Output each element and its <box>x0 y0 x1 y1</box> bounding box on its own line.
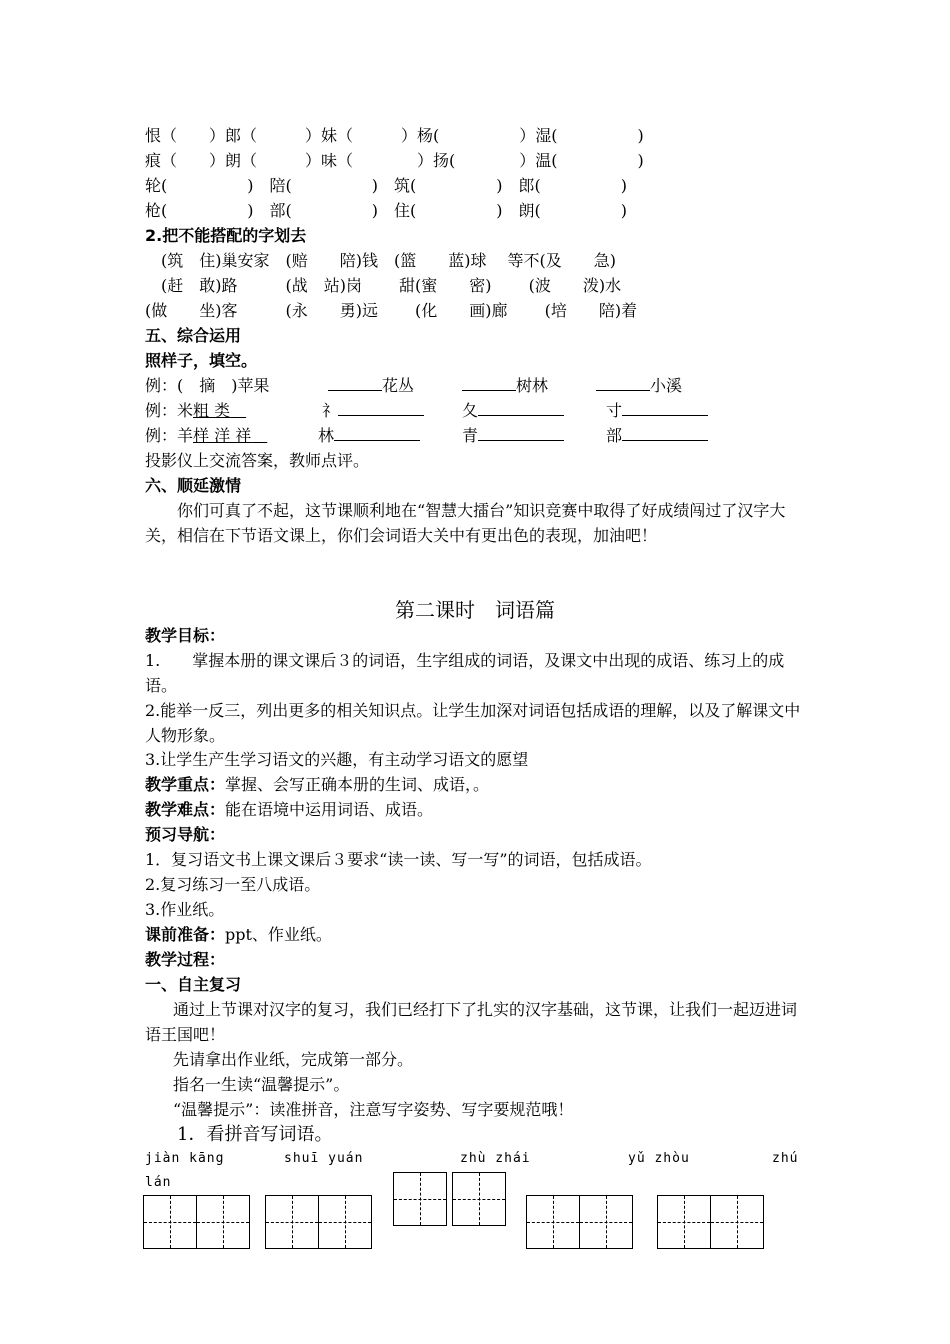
example3-label: 例：羊样 洋 祥 <box>145 426 252 445</box>
process-title: 教学过程： <box>145 950 226 969</box>
example1-item-3: 小溪 <box>596 374 682 398</box>
key-point: 教学重点：掌握、会写正确本册的生词、成语，。 <box>145 775 490 794</box>
section5-subtitle: 照样子，填空。 <box>145 351 258 370</box>
grid-cell[interactable] <box>393 1172 447 1226</box>
q2-row-2: (赶 敢)路 (战 站)岗 甜(蜜 密) (波 泼)水 <box>145 276 622 295</box>
section1-line-3: 指名一生读“温馨提示”。 <box>173 1075 350 1094</box>
section1-paragraph: 通过上节课对汉字的复习，我们已经打下了扎实的汉字基础，这节课，让我们一起迈进词语王国吧！ <box>145 1000 798 1044</box>
section5-title: 五、综合运用 <box>145 326 242 345</box>
grid-cell[interactable] <box>452 1172 506 1226</box>
lesson-title: 第二课时 词语篇 <box>395 598 555 622</box>
preview-2: 2.复习练习一至八成语。 <box>145 875 321 894</box>
q2-row-3: (做 坐)客 (永 勇)远 (化 画)廊 (培 陪)着 <box>145 301 638 320</box>
example3-item-3: 部 <box>606 424 708 448</box>
goal-1: 1. 掌握本册的课文课后３的词语，生字组成的词语，及课文中出现的成语、练习上的成语。 <box>145 651 785 695</box>
writing-grid-2[interactable] <box>265 1195 371 1249</box>
example2-item-1: 礻 <box>322 399 424 423</box>
projector-note: 投影仪上交流答案，教师点评。 <box>145 451 370 470</box>
goals-title: 教学目标： <box>145 626 226 645</box>
goal-2: 2.能举一反三，列出更多的相关知识点。让学生加深对词语包括成语的理解，以及了解课文中人物形象。 <box>145 701 801 745</box>
grid-cell[interactable] <box>526 1195 580 1249</box>
section6-paragraph: 你们可真了不起，这节课顺利地在“智慧大擂台”知识竞赛中取得了好成绩闯过了汉字大关，相信在下节语文课上，你们会词语大关中有更出色的表现，加油吧！ <box>145 501 786 545</box>
example1-item-2: 树林 <box>462 374 548 398</box>
writing-grid-1[interactable] <box>143 1195 249 1249</box>
example3-item-2: 青 <box>462 424 564 448</box>
grid-cell[interactable] <box>143 1195 197 1249</box>
preview-1: 1．复习语文书上课文课后３要求“读一读、写一写”的词语，包括成语。 <box>145 850 652 869</box>
pinyin-3: zhù zhái <box>460 1151 531 1166</box>
pinyin-6: lán <box>145 1175 172 1190</box>
writing-grid-4[interactable] <box>526 1195 632 1249</box>
writing-grid-3[interactable] <box>393 1172 505 1226</box>
section6-title: 六、顺延激情 <box>145 476 242 495</box>
example2-item-3: 寸 <box>606 399 708 423</box>
example1-label: 例：( 摘 )苹果 <box>145 376 270 395</box>
grid-cell[interactable] <box>579 1195 633 1249</box>
example3-item-1: 林 <box>318 424 420 448</box>
pinyin-2: shuī yuán <box>284 1151 364 1166</box>
grid-cell[interactable] <box>318 1195 372 1249</box>
example3-answer: 样 洋 祥 <box>193 426 252 445</box>
preparation: 课前准备：ppt、作业纸。 <box>145 925 332 944</box>
example2-item-2: 夂 <box>462 399 564 423</box>
char-row-2: 痕（ ）朗（ ）味（ ）扬( ）温( ) <box>145 151 644 170</box>
section1-title: 一、自主复习 <box>145 975 242 994</box>
preview-title: 预习导航： <box>145 825 226 844</box>
pinyin-4: yǔ zhòu <box>628 1151 690 1166</box>
pinyin-1: jiàn kāng <box>145 1151 225 1166</box>
char-row-1: 恨（ ）郎（ ）妹（ ）杨( ）湿( ) <box>145 126 644 145</box>
preview-3: 3.作业纸。 <box>145 900 225 919</box>
grid-cell[interactable] <box>710 1195 764 1249</box>
grid-cell[interactable] <box>657 1195 711 1249</box>
pinyin-5: zhú <box>772 1151 799 1166</box>
example2-answer: 粗 类 <box>193 401 231 420</box>
goal-3: 3.让学生产生学习语文的兴趣，有主动学习语文的愿望 <box>145 750 529 769</box>
char-row-4: 枪( ) 部( ) 住( ) 朗( ) <box>145 201 627 220</box>
difficulty: 教学难点：能在语境中运用词语、成语。 <box>145 800 434 819</box>
q2-row-1: (筑 住)巢安家 (赔 陪)钱 (篮 蓝)球 等不(及 急) <box>145 251 617 270</box>
grid-cell[interactable] <box>196 1195 250 1249</box>
writing-grid-5[interactable] <box>657 1195 763 1249</box>
char-row-3: 轮( ) 陪( ) 筑( ) 郎( ) <box>145 176 627 195</box>
q2-title: 2.把不能搭配的字划去 <box>145 226 307 245</box>
grid-cell[interactable] <box>265 1195 319 1249</box>
example2-label: 例：米粗 类 <box>145 401 231 420</box>
pinyin-title: 1．看拼音写词语。 <box>177 1124 333 1145</box>
example1-item-1: 花丛 <box>328 374 414 398</box>
section1-line-2: 先请拿出作业纸，完成第一部分。 <box>173 1050 414 1069</box>
section1-line-4: “温馨提示”：读准拼音，注意写字姿势、写字要规范哦！ <box>173 1100 574 1119</box>
